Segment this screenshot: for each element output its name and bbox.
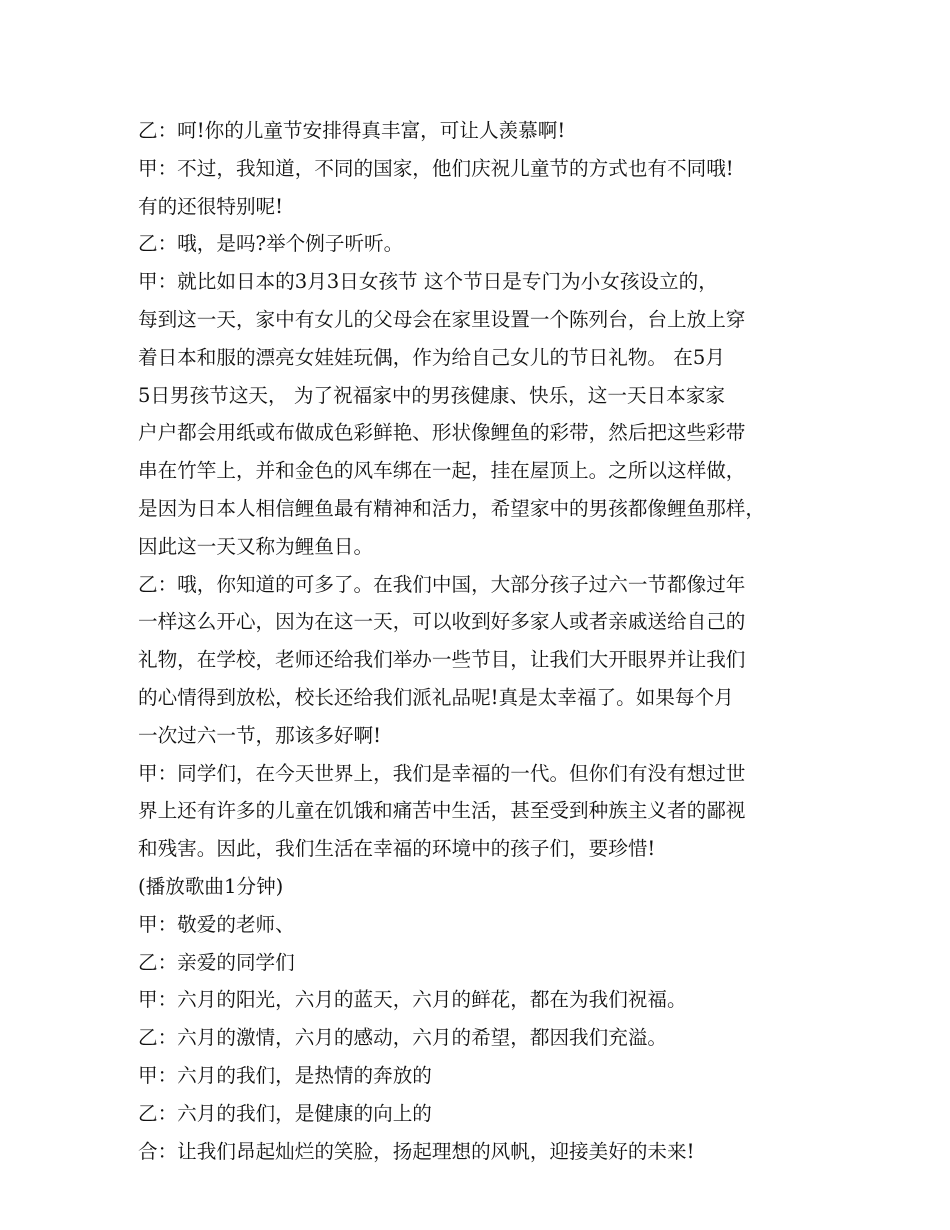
text-line: 界上还有许多的儿童在饥饿和痛苦中生活，甚至受到种族主义者的鄙视 [138,799,746,823]
text-line: 甲：就比如日本的3月3日女孩节 这个节日是专门为小女孩设立的， [138,270,718,294]
text-line: 甲：六月的阳光，六月的蓝天，六月的鲜花，都在为我们祝福。 [138,988,687,1012]
text-line: 乙：哦，是吗?举个例子听听。 [138,232,404,256]
text-line: 和残害。因此，我们生活在幸福的环境中的孩子们，要珍惜! [138,837,656,861]
text-line: 乙：六月的我们，是健康的向上的 [138,1101,432,1125]
text-line: 有的还很特别呢! [138,194,284,218]
text-line: 着日本和服的漂亮女娃娃玩偶，作为给自己女儿的节日礼物。 在5月 [138,345,725,369]
text-line: 乙：呵!你的儿童节安排得真丰富，可让人羡慕啊! [138,119,566,142]
text-line: (播放歌曲1分钟) [138,874,284,898]
document-body [138,112,828,1170]
text-line: 是因为日本人相信鲤鱼最有精神和活力，希望家中的男孩都像鲤鱼那样， [138,496,765,520]
text-line: 甲：同学们，在今天世界上，我们是幸福的一代。但你们有没有想过世 [138,761,746,785]
text-line: 5日男孩节这天， 为了祝福家中的男孩健康、快乐，这一天日本家家 [138,383,725,407]
text-line: 户户都会用纸或布做成色彩鲜艳、形状像鲤鱼的彩带，然后把这些彩带 [138,421,746,445]
text-line: 一次过六一节，那该多好啊! [138,723,381,747]
text-line: 乙：六月的激情，六月的感动，六月的希望，都因我们充溢。 [138,1026,668,1050]
text-line: 因此这一天又称为鲤鱼日。 [138,534,374,558]
text-line: 甲：敬爱的老师、 [138,912,295,936]
text-line: 的心情得到放松，校长还给我们派礼品呢!真是太幸福了。如果每个月 [138,685,734,709]
text-line: 乙：亲爱的同学们 [138,950,295,974]
text-line: 礼物，在学校，老师还给我们举办一些节目，让我们大开眼界并让我们 [138,648,746,672]
text-line: 合：让我们昂起灿烂的笑脸，扬起理想的风帆，迎接美好的未来! [138,1139,695,1163]
text-line: 一样这么开心，因为在这一天，可以收到好多家人或者亲戚送给自己的 [138,610,746,634]
text-line: 甲：不过，我知道，不同的国家，他们庆祝儿童节的方式也有不同哦! [138,156,734,180]
text-line: 甲：六月的我们，是热情的奔放的 [138,1063,432,1087]
text-line: 串在竹竿上，并和金色的风车绑在一起，挂在屋顶上。之所以这样做， [138,459,746,483]
text-line: 每到这一天，家中有女儿的父母会在家里设置一个陈列台，台上放上穿 [138,307,746,331]
text-line: 乙：哦，你知道的可多了。在我们中国，大部分孩子过六一节都像过年 [138,572,746,596]
